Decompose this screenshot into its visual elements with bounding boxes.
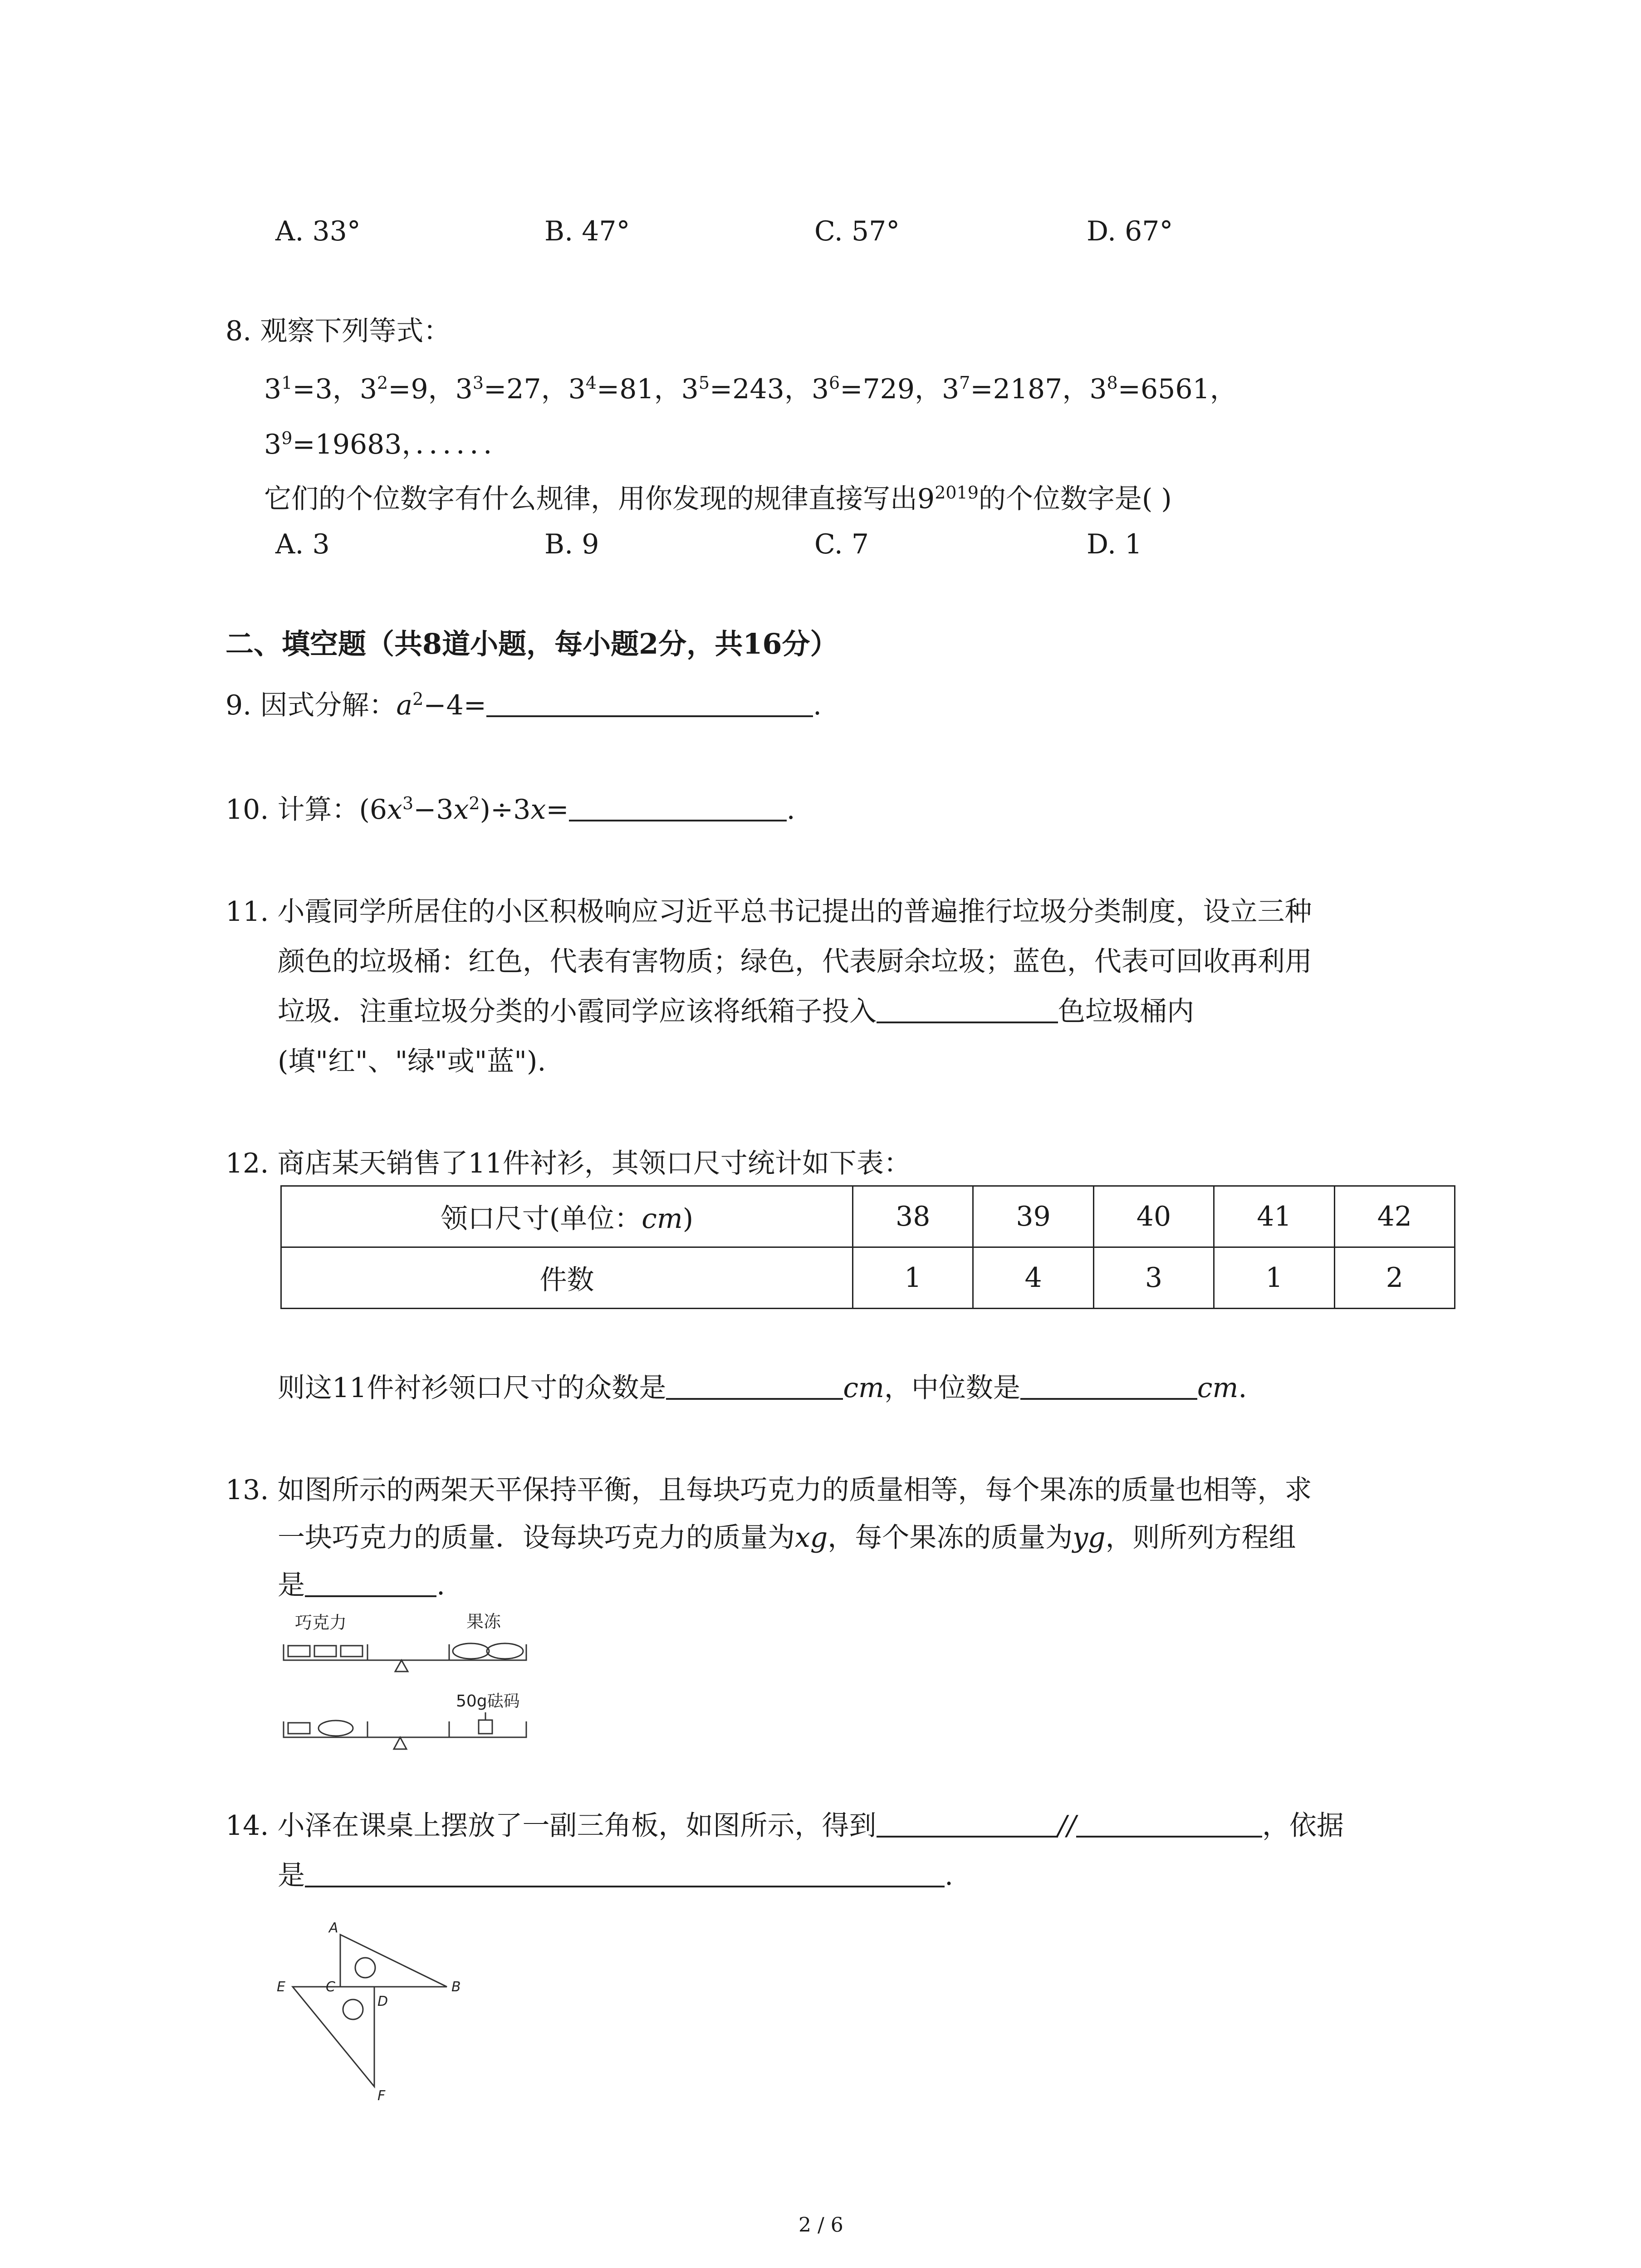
triangle-abc <box>340 1935 447 1987</box>
balance-2 <box>284 1712 526 1749</box>
q13-line2: 一块巧克力的质量．设每块巧克力的质量为xg，每个果冻的质量为yg，则所列方程组 <box>278 1522 1296 1554</box>
chocolate-block <box>288 1723 310 1734</box>
q9-answer-blank[interactable] <box>486 688 813 717</box>
jelly <box>487 1643 523 1659</box>
balance-1 <box>284 1643 526 1672</box>
weight-label: 50g砝码 <box>456 1692 520 1711</box>
table-cell: 41 <box>1214 1186 1334 1247</box>
point-a-label: A <box>329 1920 338 1936</box>
q9: 9. 因式分解：$a^2-4=$ . <box>225 689 822 721</box>
q11-line3: 垃圾．注重垃圾分类的小霞同学应该将纸箱子投入 色垃圾桶内 <box>278 993 1194 1030</box>
q8-option-b: B. 9 <box>544 528 599 560</box>
q11-line4: (填"红"、"绿"或"蓝"). <box>278 1046 546 1077</box>
table-cell: 40 <box>1093 1186 1214 1247</box>
table-cell: 38 <box>853 1186 973 1247</box>
q14-reason-blank[interactable] <box>305 1858 945 1887</box>
jelly <box>318 1721 353 1736</box>
q13-line1: 13. 如图所示的两架天平保持平衡，且每块巧克力的质量相等，每个果冻的质量也相等，求 <box>225 1474 1312 1506</box>
point-b-label: B <box>451 1979 461 1995</box>
q11-line2: 颜色的垃圾桶：红色，代表有害物质；绿色，代表厨余垃圾；蓝色，代表可回收再利用 <box>278 946 1312 978</box>
table-cell: 42 <box>1334 1186 1455 1247</box>
q11-line1: 11. 小霞同学所居住的小区积极响应习近平总书记提出的普遍推行垃圾分类制度，设立三种 <box>225 896 1312 928</box>
table-row <box>281 1186 1455 1247</box>
q8-stem <box>225 313 451 349</box>
table-row <box>281 1247 1455 1309</box>
point-e-label: E <box>277 1979 285 1995</box>
table-cell: 1 <box>853 1247 973 1309</box>
table-header-label: 领口尺寸(单位：cm) <box>281 1186 853 1247</box>
q8-power-5: $3^5=243$， <box>681 373 812 405</box>
q12-stem: 12. 商店某天销售了11件衬衫，其领口尺寸统计如下表： <box>225 1148 911 1179</box>
q8-powers-row2: $3^9=19683$，．．．．．． <box>264 428 511 460</box>
q8-power-3: $3^3=27$， <box>455 373 568 405</box>
q12-median-blank[interactable] <box>1020 1371 1197 1400</box>
q11-answer-blank[interactable] <box>877 994 1058 1023</box>
q8-power-6: $3^6=729$， <box>811 373 942 405</box>
chocolate-label: 巧克力 <box>295 1613 347 1633</box>
point-c-label: C <box>326 1979 335 1995</box>
q7-option-c: C. 57° <box>814 215 900 247</box>
q12-mode-blank[interactable] <box>666 1371 843 1400</box>
table-cell: 39 <box>973 1186 1093 1247</box>
q13-line3: 是 . <box>278 1567 445 1603</box>
q7-option-a: A. 33° <box>275 215 361 247</box>
table-cell: 1 <box>1214 1247 1334 1309</box>
jelly-label: 果冻 <box>466 1612 501 1632</box>
collar-size-table <box>280 1185 1455 1309</box>
point-d-label: D <box>377 1994 388 2009</box>
table-count-label: 件数 <box>281 1247 853 1309</box>
weight-block <box>479 1720 492 1734</box>
q14-line-blank-1[interactable] <box>877 1809 1058 1838</box>
q8-question: 它们的个位数字有什么规律，用你发现的规律直接写出$9^{2019}$的个位数字是( ) <box>264 483 1172 515</box>
table-cell: 4 <box>973 1247 1093 1309</box>
q13-answer-blank[interactable] <box>305 1568 436 1597</box>
q8-stem-text: 观察下列等式： <box>260 315 451 347</box>
q8-power-7: $3^7=2187$， <box>942 373 1090 405</box>
q8-option-a: A. 3 <box>275 528 330 560</box>
q14-line-blank-2[interactable] <box>1076 1809 1262 1838</box>
chocolate-block <box>288 1646 310 1657</box>
q7-option-d: D. 67° <box>1087 215 1173 247</box>
balance-scales-figure <box>272 1601 544 1774</box>
table-cell: 3 <box>1093 1247 1214 1309</box>
q8-power-4: $3^4=81$， <box>568 373 681 405</box>
triangles-figure <box>272 1901 476 2105</box>
q8-number: 8. <box>225 315 252 347</box>
triangle-edf <box>293 1987 374 2087</box>
q8-power-2: $3^2=9$， <box>359 373 456 405</box>
chocolate-block <box>314 1646 336 1657</box>
q8-option-d: D. 1 <box>1087 528 1142 560</box>
q12-answer-line: 则这11件衬衫领口尺寸的众数是 cm，中位数是 cm. <box>278 1370 1247 1406</box>
q8-power-8: $3^8=6561$， <box>1089 373 1237 405</box>
q14-line1: 14. 小泽在课桌上摆放了一副三角板，如图所示，得到 // ，依据 <box>225 1808 1344 1844</box>
q10: 10. 计算：$(6x^3-3x^2)\div 3x=$ . <box>225 793 795 826</box>
section-2-title: 二、填空题（共8道小题，每小题2分，共16分） <box>225 627 838 660</box>
q14-line2: 是 . <box>278 1857 953 1894</box>
q10-answer-blank[interactable] <box>569 792 787 821</box>
q8-option-c: C. 7 <box>814 528 869 560</box>
q8-powers-row1 <box>264 371 1237 407</box>
page-number: 2 / 6 <box>798 2214 843 2237</box>
q7-option-b: B. 47° <box>544 215 630 247</box>
table-cell: 2 <box>1334 1247 1455 1309</box>
chocolate-block <box>341 1646 362 1657</box>
q8-power-1: $3^1=3$， <box>264 373 360 405</box>
jelly <box>453 1643 489 1659</box>
point-f-label: F <box>377 2088 386 2104</box>
